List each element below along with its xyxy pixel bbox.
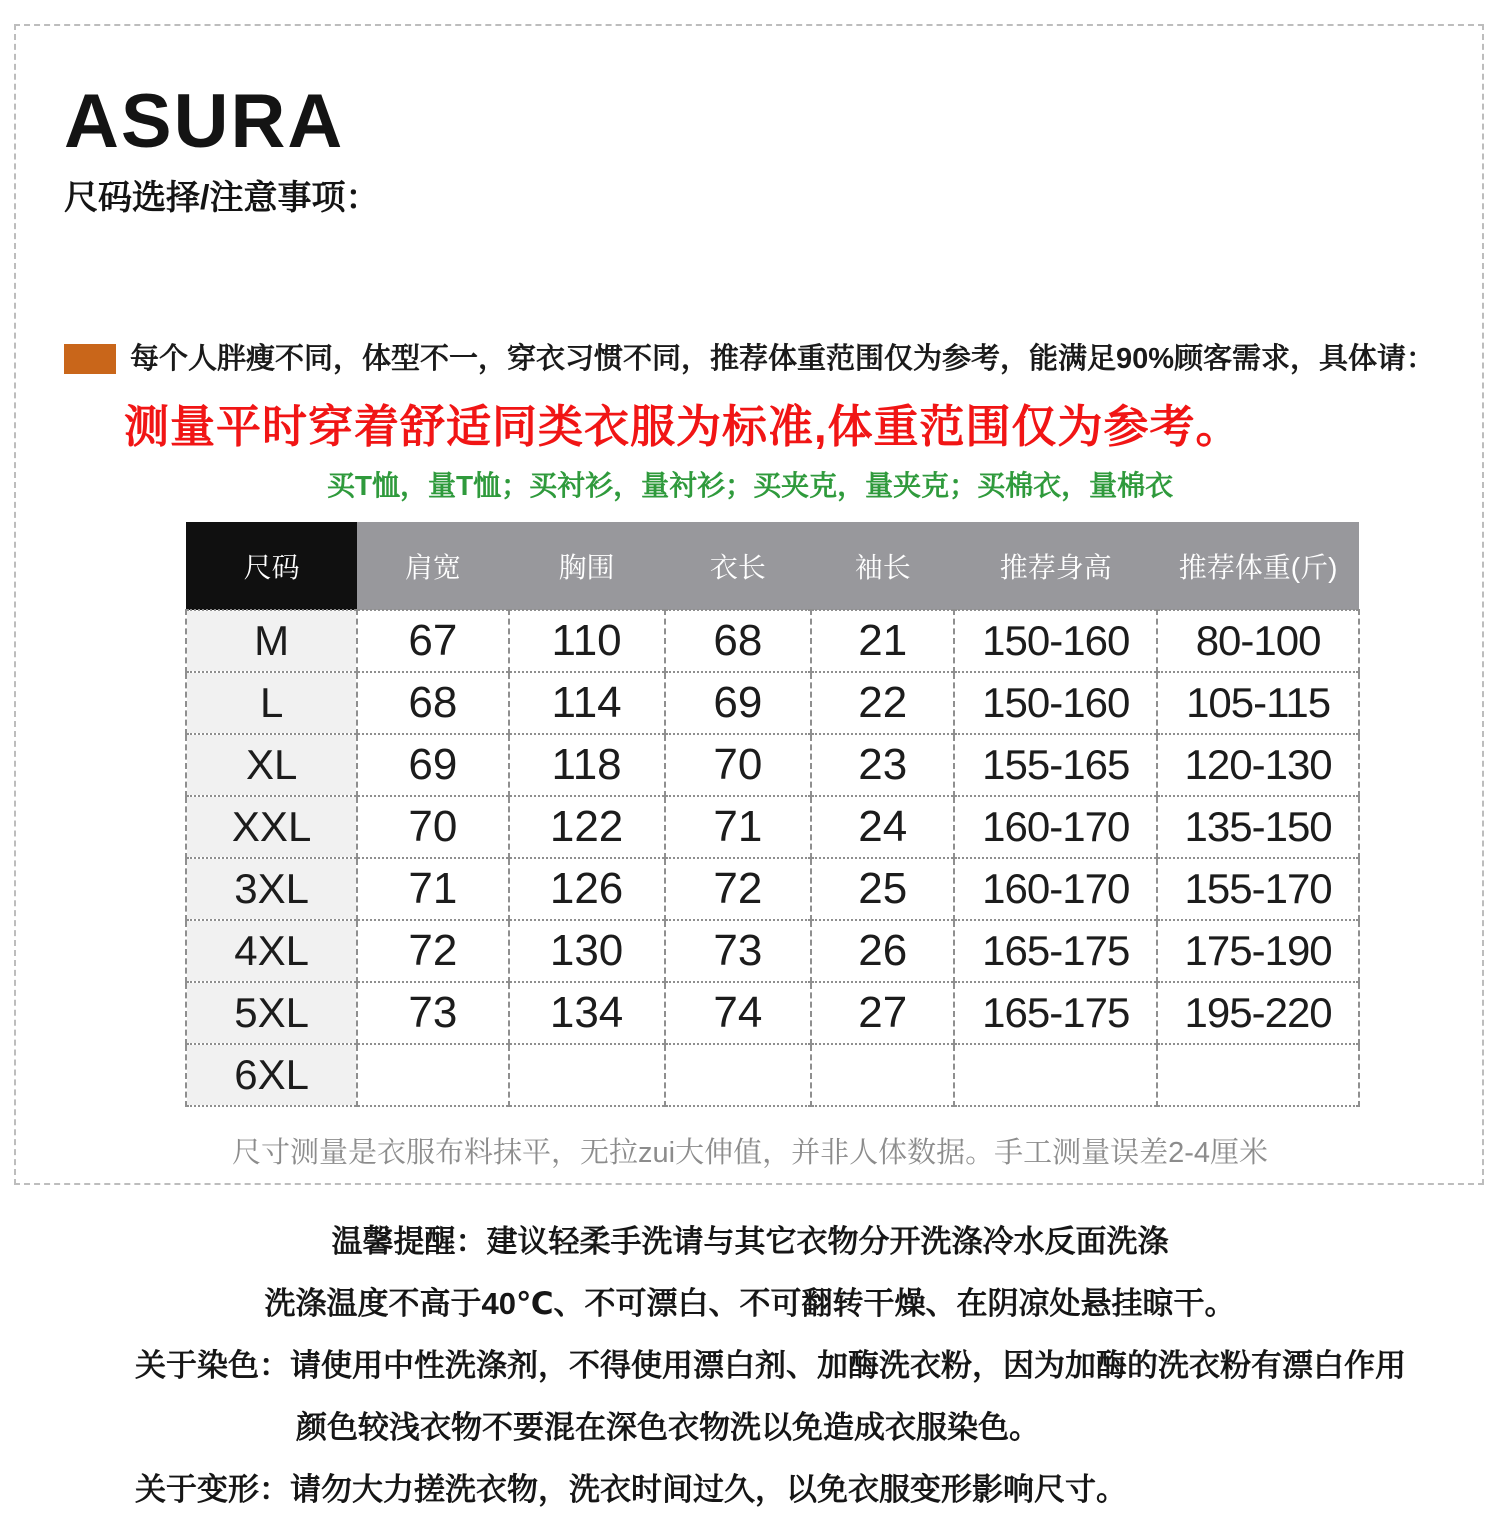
table-cell	[509, 1044, 665, 1106]
column-header: 推荐体重(斤)	[1157, 522, 1359, 610]
table-cell: 135-150	[1157, 796, 1359, 858]
table-cell	[954, 1044, 1157, 1106]
table-cell: 130	[509, 920, 665, 982]
table-cell: 126	[509, 858, 665, 920]
column-header: 尺码	[186, 522, 357, 610]
table-cell: 71	[665, 796, 812, 858]
table-cell: 22	[811, 672, 954, 734]
care-note-deformation: 关于变形：请勿大力搓洗衣物，洗衣时间过久，以免衣服变形影响尺寸。	[135, 1472, 1127, 1507]
size-label: 5XL	[186, 982, 357, 1044]
table-cell: 110	[509, 610, 665, 672]
table-cell	[811, 1044, 954, 1106]
table-cell: 155-170	[1157, 858, 1359, 920]
measurement-note: 尺寸测量是衣服布料抹平，无拉zui大伸值，并非人体数据。手工测量误差2-4厘米	[232, 1137, 1268, 1169]
care-note-reminder: 温馨提醒：建议轻柔手洗请与其它衣物分开洗涤冷水反面洗涤	[331, 1224, 1169, 1259]
size-label: 6XL	[186, 1044, 357, 1106]
notice-row	[64, 340, 1444, 378]
size-label: 3XL	[186, 858, 357, 920]
table-cell: 175-190	[1157, 920, 1359, 982]
table-row	[186, 610, 1359, 672]
table-cell: 134	[509, 982, 665, 1044]
column-header: 肩宽	[357, 522, 508, 610]
table-cell: 72	[665, 858, 812, 920]
size-label: 4XL	[186, 920, 357, 982]
column-header: 袖长	[811, 522, 954, 610]
table-cell: 122	[509, 796, 665, 858]
size-label: M	[186, 610, 357, 672]
table-cell: 160-170	[954, 858, 1157, 920]
table-cell: 165-175	[954, 920, 1157, 982]
table-cell: 25	[811, 858, 954, 920]
red-highlight-text: 测量平时穿着舒适同类衣服为标准,体重范围仅为参考。	[124, 401, 1242, 452]
table-cell: 114	[509, 672, 665, 734]
table-cell: 71	[357, 858, 508, 920]
table-cell: 68	[357, 672, 508, 734]
table-row	[186, 920, 1359, 982]
table-row	[186, 1044, 1359, 1106]
size-table-header	[186, 522, 1359, 610]
table-cell: 195-220	[1157, 982, 1359, 1044]
table-cell: 120-130	[1157, 734, 1359, 796]
size-table-body	[186, 610, 1359, 1106]
table-cell: 105-115	[1157, 672, 1359, 734]
table-cell: 73	[357, 982, 508, 1044]
table-cell: 23	[811, 734, 954, 796]
table-cell: 69	[665, 672, 812, 734]
table-cell	[1157, 1044, 1359, 1106]
table-cell: 21	[811, 610, 954, 672]
column-header: 胸围	[509, 522, 665, 610]
care-note-washing: 洗涤温度不高于40℃、不可漂白、不可翻转干燥、在阴凉处悬挂晾干。	[264, 1286, 1236, 1321]
table-row	[186, 672, 1359, 734]
table-cell: 70	[665, 734, 812, 796]
header-row	[186, 522, 1359, 610]
notice-text: 每个人胖瘦不同，体型不一，穿衣习惯不同，推荐体重范围仅为参考，能满足90%顾客需求，具体请：	[130, 343, 1436, 375]
table-row	[186, 796, 1359, 858]
table-cell: 165-175	[954, 982, 1157, 1044]
table-cell: 72	[357, 920, 508, 982]
table-row	[186, 734, 1359, 796]
table-cell	[665, 1044, 812, 1106]
table-row	[186, 858, 1359, 920]
table-cell: 150-160	[954, 610, 1157, 672]
care-note-dyeing: 关于染色：请使用中性洗涤剂，不得使用漂白剂、加酶洗衣粉，因为加酶的洗衣粉有漂白作用	[135, 1348, 1406, 1383]
table-cell: 67	[357, 610, 508, 672]
care-note-dyeing-cont: 颜色较浅衣物不要混在深色衣物洗以免造成衣服染色。	[296, 1410, 1040, 1445]
table-cell: 68	[665, 610, 812, 672]
table-cell: 73	[665, 920, 812, 982]
size-chart-table	[185, 522, 1360, 1107]
table-cell: 150-160	[954, 672, 1157, 734]
table-cell: 69	[357, 734, 508, 796]
table-cell: 24	[811, 796, 954, 858]
orange-bullet-icon	[64, 344, 116, 374]
table-cell: 160-170	[954, 796, 1157, 858]
table-cell: 74	[665, 982, 812, 1044]
table-cell: 70	[357, 796, 508, 858]
size-label: L	[186, 672, 357, 734]
table-cell	[357, 1044, 508, 1106]
page-title: 尺码选择/注意事项：	[64, 179, 380, 217]
size-label: XXL	[186, 796, 357, 858]
table-cell: 27	[811, 982, 954, 1044]
brand-logo: ASURA	[64, 79, 345, 164]
size-label: XL	[186, 734, 357, 796]
table-row	[186, 982, 1359, 1044]
green-measure-tip: 买T恤，量T恤；买衬衫，量衬衫；买夹克，量夹克；买棉衣，量棉衣	[326, 470, 1174, 501]
column-header: 推荐身高	[954, 522, 1157, 610]
column-header: 衣长	[665, 522, 812, 610]
table-cell: 155-165	[954, 734, 1157, 796]
table-cell: 26	[811, 920, 954, 982]
table-cell: 118	[509, 734, 665, 796]
table-cell: 80-100	[1157, 610, 1359, 672]
